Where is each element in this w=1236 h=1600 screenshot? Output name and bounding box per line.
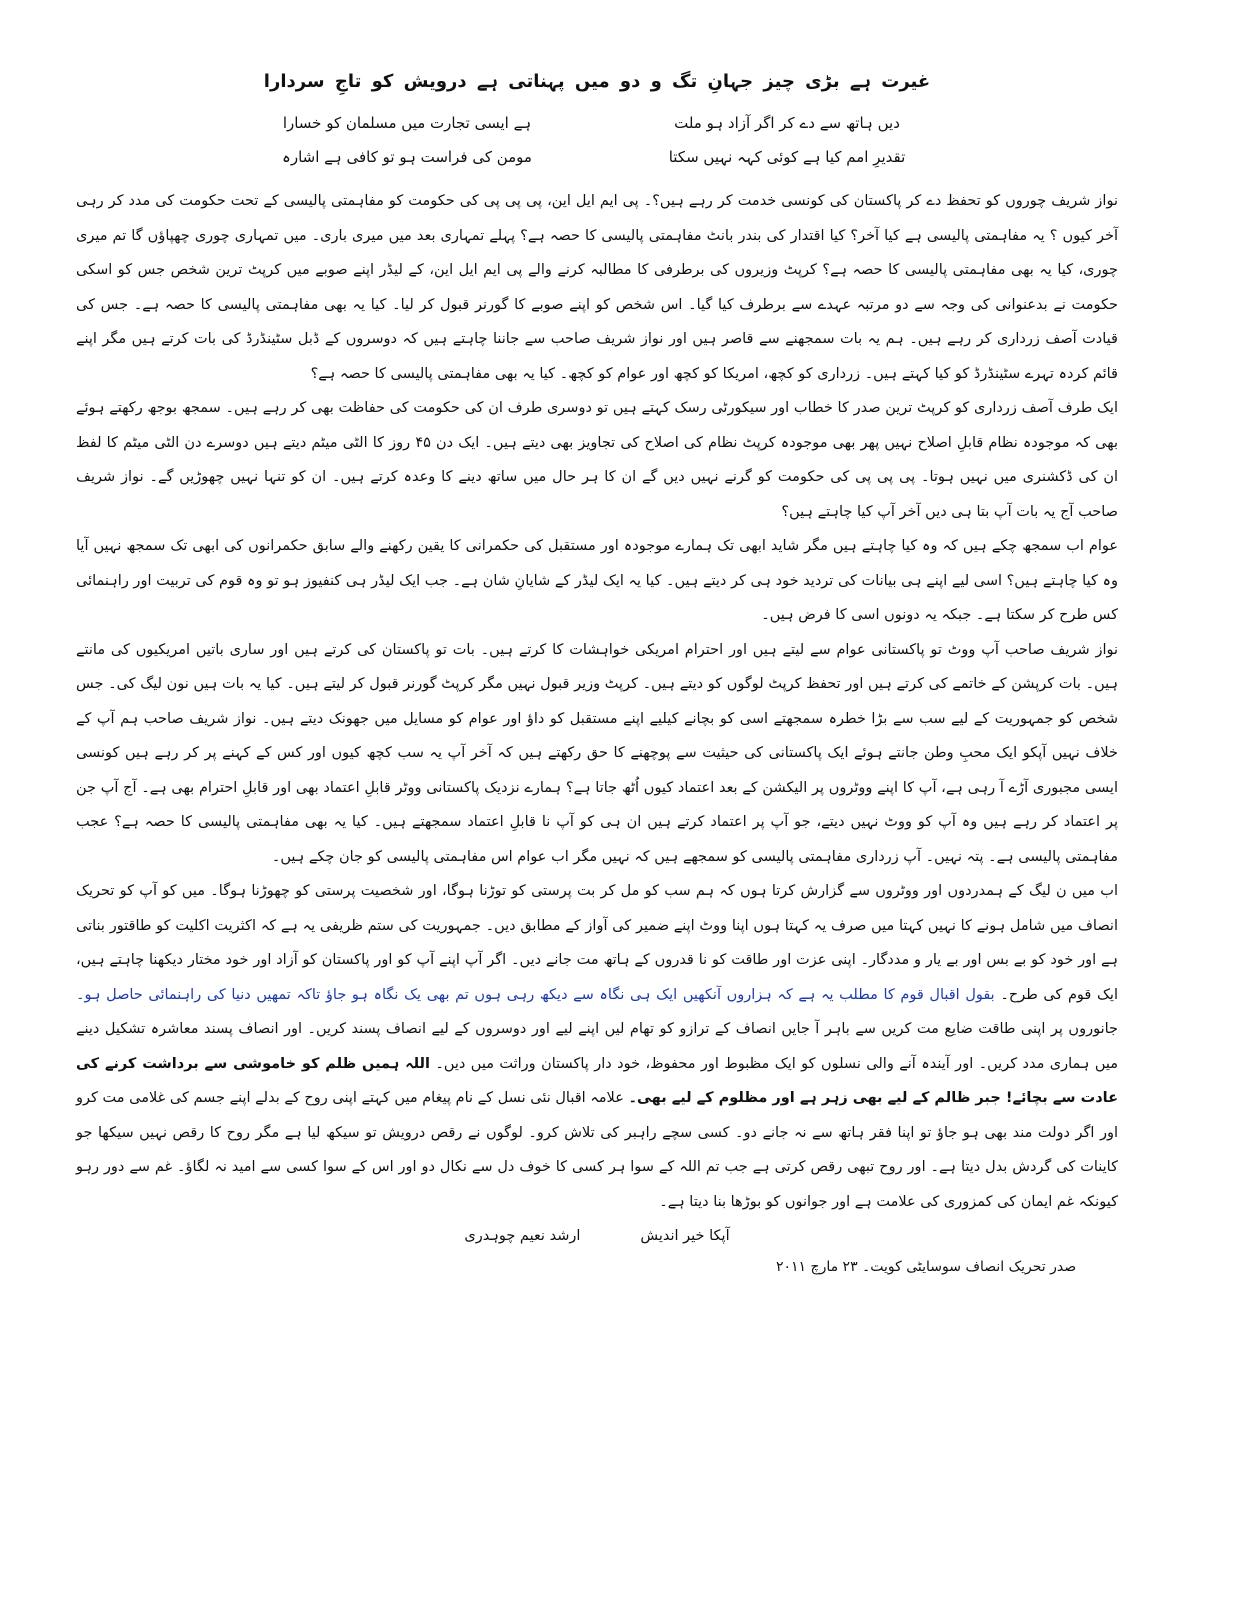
couplet-line: تقدیرِ امم کیا ہے کوئی کہہ نہیں سکتا [668,148,906,166]
iqbal-quote: بقول اقبال قوم کا مطلب یہ ہے کہ ہزاروں آنکھیں ایک ہی نگاہ سے دیکھ رہی ہوں تم بھی یک نگاہ ہو جاؤ تاکہ تمھیں دنیا کی راہنمائی حاصل ہو۔ [76,986,995,1003]
poem-couplet [76,106,1118,140]
paragraph: نواز شریف چوروں کو تحفظ دے کر پاکستان کی کونسی خدمت کر رہے ہیں؟۔ پی ایم ایل این، پی پی پی کی حکومت کو مفاہمتی پالیسی کے تحت حکومت کی مدد کر رہی آخر کیوں ؟ یہ مفاہمتی پالیسی ہے کیا آخر؟ کیا اقتدار کی بندر بانٹ مفاہمتی پالیسی کا حصہ ہے؟ پہلے تمہاری بعد میں میری باری۔ میں تمہاری چوری چھپاؤں گا تم میری چوری، کیا یہ بھی مفاہمتی پالیسی کا حصہ ہے؟ کرپٹ وزیروں کی برطرفی کا مطالبہ کرنے والے پی ایم ایل این، کے لیڈر اپنے صوبے میں کرپٹ ترین شخص جس کو اسکی حکومت نے بدعنوانی کی وجہ سے دو مرتبہ عہدے سے برطرف کیا گیا۔ اس شخص کو اپنے صوبے کا گورنر قبول کر لیا۔ کیا یہ بھی مفاہمتی پالیسی کا حصہ ہے۔ جس کی قیادت آصف زرداری کر رہے ہیں۔ ہم یہ بات سمجھنے سے قاصر ہیں اور نواز شریف صاحب سے جاننا چاہتے ہیں کہ دوسروں کے ڈبل سٹینڈرڈ کی بات کرتے ہیں مگر اپنے قائم کردہ تہرے سٹینڈرڈ کو کیا کہتے ہیں۔ زرداری کو کچھ، امریکا کو کچھ اور عوام کو کچھ۔ کیا یہ بھی مفاہمتی پالیسی کا حصہ ہے؟ [76,193,1118,382]
paragraph-final [76,874,1118,1219]
poem-block [76,68,1118,174]
article-body [76,184,1118,1219]
bold-prayer: اللہ ہمیں ظلم کو خاموشی سے برداشت کرنے کی عادت سے بچائے! جبر ظالم کے لیے بھی زہر ہے اور مظلوم کے لیے بھی۔ [76,1055,1118,1106]
signature-closing: آپکا خیر اندیش [640,1228,730,1244]
couplet-line: دیں ہاتھ سے دے کر اگر آزاد ہو ملت [674,114,900,132]
author-title-date: صدر تحریک انصاف سوسایٹی کویت۔ ۲۳ مارچ ۲۰۱۱ [776,1259,1077,1275]
poem-title: غیرت ہے بڑی چیز جہانِ تگ و دو میں پہناتی ہے درویش کو تاجِ سردارا [263,71,931,92]
paragraph-text: جانوروں پر اپنی طاقت ضایع مت کریں سے باہر آ جایں انصاف کے ترازو کو تھام لیں اپنے لیے اور دوسروں کے لیے انصاف پسند کریں۔ اور انصاف پسند معاشرہ تشکیل دینے میں ہماری مدد کریں۔ اور آیندہ آنے والی نسلوں کو ایک مظبوط اور محفوظ، خود دار پاکستان وراثت میں دیں۔ [76,1021,1119,1072]
paragraph-text: اب میں ن لیگ کے ہمدردوں اور ووٹروں سے گزارش کرتا ہوں کہ ہم سب کو مل کر بت پرستی کو توڑنا ہوگا، اور شخصیت پرستی کو چھوڑنا ہوگا۔ میں کو آپ کو تحریک انصاف میں شامل ہونے کا نہیں کہتا میں صرف یہ کہتا ہوں اپنا ووٹ اپنے ضمیر کی آواز کے مطابق دیں۔ جمہوریت کی ستم ظریفی یہ ہے کہ اکثریت اکلیت کو طاقتور بناتی ہے اور خود کو بے بس اور بے یار و مددگار۔ اپنی عزت اور طاقت کو نا قدروں کے ہاتھ مت جانے دیں۔ اگر آپ اپنے آپ کو اور پاکستان کو آزاد اور خود مختار دیکھنا چاہتے ہیں، ایک قوم کی طرح۔ [76,883,1118,1003]
paragraph-text: علامہ اقبال نئی نسل کے نام پیغام میں کہتے اپنی روح کے بدلے اپنے جسم کی غلامی مت کرو اور اگر دولت مند بھی ہو جاؤ تو اپنا فقر ہاتھ سے نہ جانے دو۔ کسی سچے راہبر کی تلاش کرو۔ لوگوں نے رقص درویش تو سیکھ لیا ہے مگر روح کا رقص نہیں سیکھا جو کاینات کی گردش بدل دیتا ہے۔ اور روح تبھی رقص کرتی ہے جب تم اللہ کے سوا ہر کسی کا خوف دل سے نکال دو اور اس کے سوا کسی سے امید نہ لگاؤ۔ غم سے دور رہو کیونکہ غم ایمان کی کمزوری کی علامت ہے اور جوانوں کو بوڑھا بنا دیتا ہے۔ [76,1090,1118,1210]
signature-name: ارشد نعیم چوہدری [464,1228,581,1244]
couplet-line: ہے ایسی تجارت میں مسلمان کو خسارا [282,114,532,132]
couplet-line: مومن کی فراست ہو تو کافی ہے اشارہ [282,148,532,166]
paragraph: ایک طرف آصف زرداری کو کرپٹ ترین صدر کا خطاب اور سیکورٹی رسک کہتے ہیں تو دوسری طرف ان کی حکومت کی حفاظت بھی کر رہے ہیں۔ سمجھ بوجھ رکھتے ہوئے بھی کہ موجودہ نظام قابلِ اصلاح نہیں پھر بھی موجودہ کرپٹ نظام کی اصلاح کی تجاویز بھی دیتے ہیں۔ ایک دن ۴۵ روز کا الٹی میٹم دیتے ہیں دوسرے دن الٹی میٹم کا لفظ ان کی ڈکشنری میں نہیں ہوتا۔ پی پی پی کی حکومت کو گرنے نہیں دیں گے ان کا ہر حال میں ساتھ دینے کا وعدہ کرتے ہیں۔ ان کو تنہا نہیں چھوڑیں گے۔ نواز شریف صاحب آج یہ بات آپ بتا ہی دیں آخر آپ کیا چاہتے ہیں؟ [76,400,1118,520]
paragraph: عوام اب سمجھ چکے ہیں کہ وہ کیا چاہتے ہیں مگر شاید ابھی تک ہمارے موجودہ اور مستقبل کی حکمرانی کا یقین رکھنے والے سابق حکمرانوں کی ابھی تک سمجھ نہیں آیا وہ کیا چاہتے ہیں؟ اسی لیے اپنے ہی بیانات کی تردید خود ہی کر دیتے ہیں۔ کیا یہ ایک لیڈر کے شایانِ شان ہے۔ جب ایک لیڈر ہی کنفیوز ہو تو وہ قوم کی تربیت اور راہنمائی کس طرح کر سکتا ہے۔ جبکہ یہ دونوں اسی کا فرض ہیں۔ [76,538,1118,623]
signature-block [76,1219,1118,1253]
poem-couplet [76,140,1118,174]
paragraph: نواز شریف صاحب آپ ووٹ تو پاکستانی عوام سے لیتے ہیں اور احترام امریکی خواہشات کا کرتے ہیں۔ بات تو پاکستان کی کرتے ہیں اور ساری باتیں امریکیوں کی مانتے ہیں۔ بات کرپشن کے خاتمے کی کرتے ہیں اور تحفظ کرپٹ لوگوں کو دیتے ہیں۔ کرپٹ وزیر قبول نہیں مگر کرپٹ گورنر قبول کر لیتے ہیں۔ کیا یہ بات ہیں نون لیگ کی۔ جس شخص کو جمہوریت کے لیے سب سے بڑا خطرہ سمجھتے اسی کو بچانے کیلیے اپنے مستقبل کو داؤ اور عوام کو مسایل میں جھونک دیتے ہیں۔ نواز شریف صاحب ہم آپ کے خلاف نہیں آپکو ایک محبِ وطن جانتے ہوئے ایک پاکستانی کی حیثیت سے پوچھنے کا حق رکھتے ہیں کہ آخر آپ یہ سب کچھ کیوں اور کس کے کہنے پر کر رہے ہیں کونسی ایسی مجبوری آڑے آ رہی ہے، آپ کا اپنے ووٹروں پر الیکشن کے بعد اعتماد کیوں اُٹھ جاتا ہے؟ ہمارے نزدیک پاکستانی ووٹر قابلِ اعتماد بھی اور قابلِ احترام بھی ہے۔ آج آپ جن پر اعتماد کر رہے ہیں وہ آپ کو ووٹ نہیں دیتے، جو آپ پر اعتماد کرتے ہیں ان ہی کو آپ نا قابلِ اعتماد سمجھتے ہیں۔ کیا یہ بھی مفاہمتی پالیسی کا حصہ ہے؟ عجب مفاہمتی پالیسی ہے۔ پتہ نہیں۔ آپ زرداری مفاہمتی پالیسی کو سمجھے ہیں کہ نہیں مگر اب عوام اس مفاہمتی پالیسی کو جان چکے ہیں۔ [76,641,1118,865]
